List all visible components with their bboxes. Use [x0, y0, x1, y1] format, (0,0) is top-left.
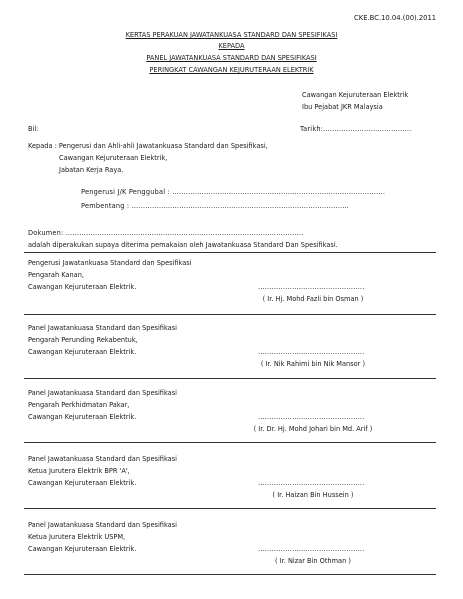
- signatory-position: Ketua Jurutera Elektrik BPR 'A',: [28, 467, 130, 475]
- divider: [24, 252, 436, 253]
- signatory-branch: Cawangan Kejuruteraan Elektrik.: [28, 283, 137, 291]
- kepada-line-3: Jabatan Kerja Raya.: [59, 166, 124, 174]
- address-line-1: Cawangan Kejuruteraan Elektrik: [302, 91, 409, 99]
- signatory-title: Panel Jawatankuasa Standard dan Spesifikasi: [28, 324, 177, 332]
- signatory-name: ( Ir. Haizan Bin Hussein ): [272, 491, 354, 499]
- tarikh-field: Tarikh:…………………………………: [300, 125, 412, 133]
- signature-line: ………………………………………..: [258, 348, 365, 356]
- signatory-position: Pengarah Perunding Rekabentuk,: [28, 336, 138, 344]
- signatory-branch: Cawangan Kejuruteraan Elektrik.: [28, 479, 137, 487]
- reference-number: CKE.BC.10.04.(00).2011: [354, 14, 437, 22]
- signatory-name: ( Ir. Dr. Hj. Mohd Johari bin Md. Arif ): [253, 425, 373, 433]
- heading-line-3: PANEL JAWATANKUASA STANDARD DAN SPESIFIKASI: [146, 54, 317, 62]
- bil-label: Bil:: [28, 125, 39, 133]
- heading-line-1: KERTAS PERAKUAN JAWATANKUASA STANDARD DAN SPESIFIKASI: [125, 31, 338, 39]
- dokumen-field: Dokumen: ……………………………………………………………………………………………: [28, 229, 304, 237]
- signature-line: ………………………………………..: [258, 413, 365, 421]
- statement: adalah diperakukan supaya diterima pemakaian oleh Jawatankuasa Standard Dan Spesifikasi.: [28, 241, 338, 249]
- divider: [24, 314, 436, 315]
- signatory-name: ( Ir. Hj. Mohd Fazli bin Osman ): [262, 295, 364, 303]
- signatory-branch: Cawangan Kejuruteraan Elektrik.: [28, 545, 137, 553]
- signatory-position: Pengarah Perkhidmatan Pakar,: [28, 401, 130, 409]
- penggubal-field: Pengerusi J/K Penggubal : ………………………………………………………………………………….: [81, 188, 386, 196]
- signature-line: ………………………………………..: [258, 283, 365, 291]
- pembentang-field: Pembentang : ……………………………………………………………………………………: [81, 202, 350, 210]
- divider: [24, 508, 436, 509]
- signatory-branch: Cawangan Kejuruteraan Elektrik.: [28, 348, 137, 356]
- signatory-position: Pengarah Kanan,: [28, 271, 84, 279]
- kepada-line-2: Cawangan Kejuruteraan Elektrik,: [59, 154, 168, 162]
- signatory-title: Panel Jawatankuasa Standard dan Spesifikasi: [28, 389, 177, 397]
- signatory-title: Panel Jawatankuasa Standard dan Spesifikasi: [28, 455, 177, 463]
- signatory-position: Ketua Jurutera Elektrik USPM,: [28, 533, 126, 541]
- signatory-title: Pengerusi Jawatankuasa Standard dan Spesifikasi: [28, 259, 192, 267]
- signature-line: ………………………………………..: [258, 545, 365, 553]
- heading-line-2: KEPADA: [218, 42, 245, 50]
- kepada-line-1: Kepada : Pengerusi dan Ahli-ahli Jawatankuasa Standard dan Spesifikasi,: [28, 142, 268, 150]
- signatory-title: Panel Jawatankuasa Standard dan Spesifikasi: [28, 521, 177, 529]
- signatory-name: ( Ir. Nik Rahimi bin Nik Mansor ): [260, 360, 366, 368]
- signatory-branch: Cawangan Kejuruteraan Elektrik.: [28, 413, 137, 421]
- signatory-name: ( Ir. Nizar Bin Othman ): [275, 557, 351, 565]
- heading-line-4: PERINGKAT CAWANGAN KEJURUTERAAN ELEKTRIK: [149, 66, 314, 74]
- divider: [24, 442, 436, 443]
- signature-line: ………………………………………..: [258, 479, 365, 487]
- address-line-2: Ibu Pejabat JKR Malaysia: [302, 103, 383, 111]
- divider: [24, 378, 436, 379]
- divider: [24, 574, 436, 575]
